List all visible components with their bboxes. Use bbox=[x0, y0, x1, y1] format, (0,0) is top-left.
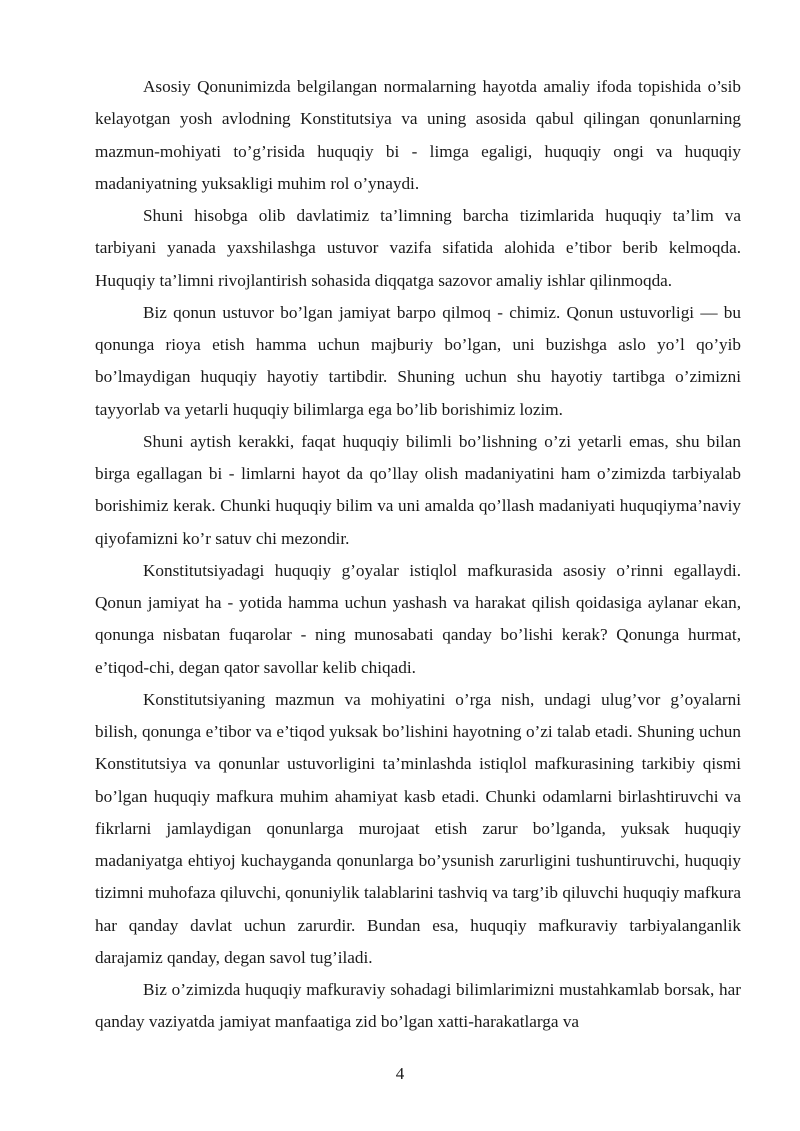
document-body bbox=[95, 71, 741, 1039]
page-number: 4 bbox=[395, 1064, 405, 1083]
paragraph: Asosiy Qonunimizda belgilangan normalarning hayotda amaliy ifoda topishida o’sib kelayotgan yosh avlodning Konstitutsiya va uning asosida qabul qilingan qonunlarning mazmun-mohiyati to’g’risida huquqiy bi - limga egaligi, huquqiy ongi va huquqiy madaniyatning yuksakligi muhim rol o’ynaydi. bbox=[95, 77, 741, 193]
paragraph: Shuni aytish kerakki, faqat huquqiy bilimli bo’lishning o’zi yetarli emas, shu bilan birga egallagan bi - limlarni hayot da qo’llay olish madaniyatini ham o’zimizda tarbiyalab borishimiz kerak. Chunki huquqiy bilim va uni amalda qo’llash madaniyati huquqiyma’naviy qiyofamizni ko’r satuv chi mezondir. bbox=[95, 431, 741, 548]
paragraph: Biz qonun ustuvor bo’lgan jamiyat barpo qilmoq - chimiz. Qonun ustuvorligi — bu qonunga rioya etish hamma uchun majburiy bo’lgan, uni buzishga aslo yo’l qo’yib bo’lmaydigan huquqiy hayotiy tartibdir. Shuning uchun shu hayotiy tartibga o’zimizni tayyorlab va yetarli huquqiy bilimlarga ega bo’lib borishimiz lozim. bbox=[95, 302, 741, 419]
paragraph: Konstitutsiyaning mazmun va mohiyatini o’rga nish, undagi ulug’vor g’oyalarni bilish, qonunga e’tibor va e’tiqod yuksak bo’lishini hayotning o’zi talab etadi. Shuning uchun Konstitutsiya va qonunlar ustuvorligini ta’minlashda istiqlol mafkurasining tarkibiy qismi bo’lgan huquqiy mafkura muhim ahamiyat kasb etadi. Chunki odamlarni birlashtiruvchi va fikrlarni jamlaydigan qonunlarga murojaat etish zarur bo’lganda, yuksak huquqiy madaniyatga ehtiyoj kuchayganda qonunlarga bo’ysunish zarurligini tushuntiruvchi, huquqiy tizimni muhofaza qiluvchi, qonuniylik talablarini tashviq va targ’ib qiluvchi huquqiy mafkura har qanday davlat uchun zarurdir. Bundan esa, huquqiy mafkuraviy tarbiyalanganlik darajamiz qanday, degan savol tug’iladi. bbox=[95, 689, 741, 967]
paragraph: Biz o’zimizda huquqiy mafkuraviy sohadagi bilimlarimizni mustahkamlab borsak, har qanday vaziyatda jamiyat manfaatiga zid bo’lgan xatti-harakatlarga va bbox=[95, 980, 741, 1032]
paragraph: Konstitutsiyadagi huquqiy g’oyalar istiqlol mafkurasida asosiy o’rinni egallaydi. Qonun jamiyat ha - yotida hamma uchun yashash va harakat qilish qoidasiga aylanar ekan, qonunga nisbatan fuqarolar - ning munosabati qanday bo’lishi kerak? Qonunga hurmat, e’tiqod-chi, degan qator savollar kelib chiqadi. bbox=[95, 560, 741, 677]
paragraph: Shuni hisobga olib davlatimiz ta’limning barcha tizimlarida huquqiy ta’lim va tarbiyani yanada yaxshilashga ustuvor vazifa sifatida alohida e’tibor berib kelmoqda. Huquqiy ta’limni rivojlantirish sohasida diqqatga sazovor amaliy ishlar qilinmoqda. bbox=[95, 206, 741, 290]
